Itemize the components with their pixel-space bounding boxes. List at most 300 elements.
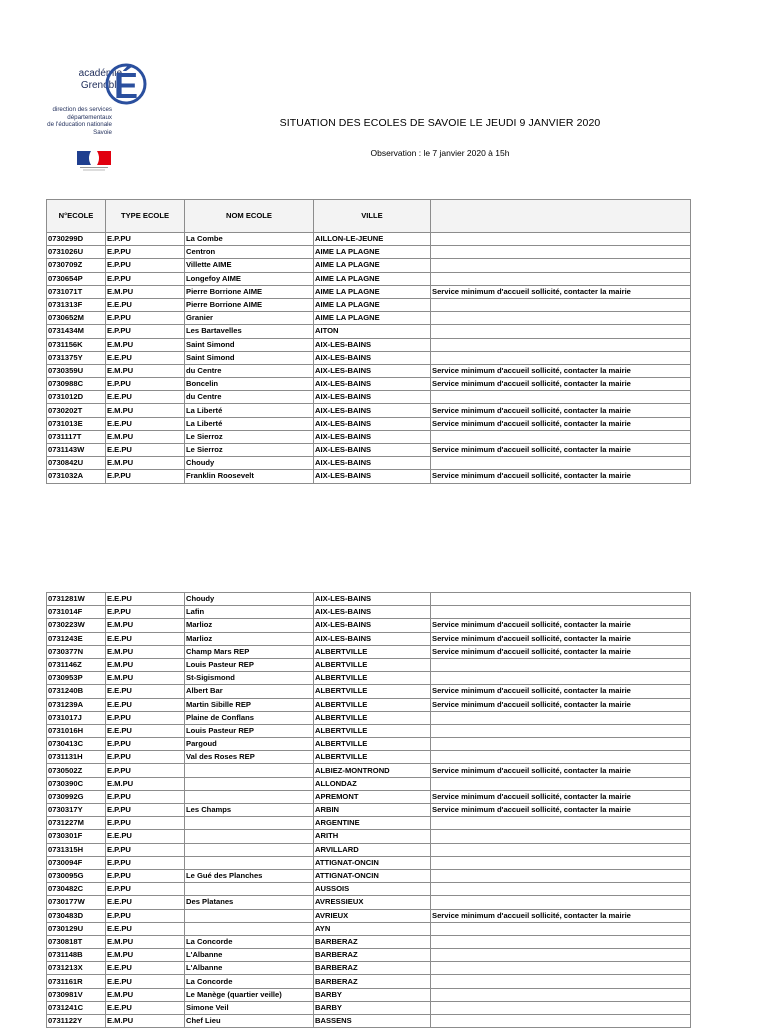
- cell-numero: 0730652M: [47, 312, 106, 325]
- cell-observation: [431, 658, 691, 671]
- schools-table-page-1: [46, 199, 691, 484]
- cell-numero: 0730842U: [47, 457, 106, 470]
- table-row: [47, 391, 691, 404]
- table-row: [47, 738, 691, 751]
- cell-observation: Service minimum d'accueil sollicité, contacter la mairie: [431, 698, 691, 711]
- cell-observation: Service minimum d'accueil sollicité, contacter la mairie: [431, 804, 691, 817]
- cell-numero: 0730992G: [47, 790, 106, 803]
- table-row: [47, 593, 691, 606]
- table-row: [47, 949, 691, 962]
- cell-numero: 0730299D: [47, 233, 106, 246]
- cell-type: E.P.PU: [106, 751, 185, 764]
- cell-ville: ALBERTVILLE: [314, 711, 431, 724]
- cell-numero: 0730709Z: [47, 259, 106, 272]
- cell-observation: [431, 949, 691, 962]
- cell-numero: 0730359U: [47, 364, 106, 377]
- table-row: [47, 430, 691, 443]
- cell-observation: [431, 962, 691, 975]
- cell-type: E.P.PU: [106, 470, 185, 483]
- cell-ville: ALBERTVILLE: [314, 751, 431, 764]
- cell-ville: BARBY: [314, 988, 431, 1001]
- table-row: [47, 764, 691, 777]
- cell-type: E.P.PU: [106, 817, 185, 830]
- cell-nom: Centron: [185, 246, 314, 259]
- table-row: [47, 817, 691, 830]
- cell-numero: 0730377N: [47, 645, 106, 658]
- cell-observation: Service minimum d'accueil sollicité, contacter la mairie: [431, 470, 691, 483]
- cell-numero: 0730129U: [47, 922, 106, 935]
- table-row: [47, 724, 691, 737]
- logo-sub-line-3: de l'éducation nationale: [47, 121, 112, 129]
- cell-type: E.E.PU: [106, 922, 185, 935]
- table-row: [47, 272, 691, 285]
- cell-observation: [431, 711, 691, 724]
- table-row: [47, 751, 691, 764]
- cell-numero: 0731227M: [47, 817, 106, 830]
- table-row: [47, 619, 691, 632]
- cell-ville: AIME LA PLAGNE: [314, 285, 431, 298]
- logo-sub-line-4: Savoie: [93, 128, 112, 136]
- cell-nom: Le Manège (quartier veille): [185, 988, 314, 1001]
- table-row: [47, 856, 691, 869]
- cell-nom: Marlioz: [185, 619, 314, 632]
- cell-observation: Service minimum d'accueil sollicité, contacter la mairie: [431, 417, 691, 430]
- cell-type: E.M.PU: [106, 988, 185, 1001]
- document-title: SITUATION DES ECOLES DE SAVOIE LE JEUDI 9 JANVIER 2020: [279, 117, 601, 129]
- cell-numero: 0730177W: [47, 896, 106, 909]
- cell-type: E.P.PU: [106, 738, 185, 751]
- table-row: [47, 843, 691, 856]
- table-row: [47, 869, 691, 882]
- cell-nom: Villette AIME: [185, 259, 314, 272]
- table-row: [47, 364, 691, 377]
- cell-type: E.P.PU: [106, 378, 185, 391]
- cell-observation: [431, 975, 691, 988]
- cell-nom: L'Albanne: [185, 962, 314, 975]
- cell-numero: 0731013E: [47, 417, 106, 430]
- cell-nom: Lafin: [185, 606, 314, 619]
- cell-observation: Service minimum d'accueil sollicité, contacter la mairie: [431, 909, 691, 922]
- cell-observation: [431, 272, 691, 285]
- logo-grenoble-text: Grenoble: [80, 80, 122, 91]
- schools-table-page-2: [46, 592, 691, 1028]
- logo-sub-line-2: départementaux: [67, 113, 112, 121]
- cell-type: E.P.PU: [106, 869, 185, 882]
- cell-nom: Saint Simond: [185, 351, 314, 364]
- cell-observation: [431, 672, 691, 685]
- cell-numero: 0730223W: [47, 619, 106, 632]
- cell-type: E.E.PU: [106, 298, 185, 311]
- cell-observation: [431, 777, 691, 790]
- cell-numero: 0731143W: [47, 444, 106, 457]
- table-row: [47, 1015, 691, 1028]
- cell-observation: Service minimum d'accueil sollicité, contacter la mairie: [431, 790, 691, 803]
- cell-nom: Choudy: [185, 593, 314, 606]
- cell-ville: ATTIGNAT-ONCIN: [314, 856, 431, 869]
- cell-type: E.P.PU: [106, 606, 185, 619]
- table-row: [47, 312, 691, 325]
- cell-numero: 0731148B: [47, 949, 106, 962]
- cell-ville: AILLON-LE-JEUNE: [314, 233, 431, 246]
- cell-numero: 0731161R: [47, 975, 106, 988]
- table-row: [47, 285, 691, 298]
- cell-numero: 0731017J: [47, 711, 106, 724]
- table-row: [47, 325, 691, 338]
- cell-numero: 0730953P: [47, 672, 106, 685]
- cell-numero: 0731012D: [47, 391, 106, 404]
- table-body-page-2: [47, 593, 691, 1028]
- cell-type: E.E.PU: [106, 724, 185, 737]
- cell-observation: [431, 843, 691, 856]
- cell-observation: [431, 233, 691, 246]
- cell-observation: [431, 896, 691, 909]
- cell-numero: 0730317Y: [47, 804, 106, 817]
- cell-type: E.E.PU: [106, 593, 185, 606]
- column-header-ville: VILLE: [314, 200, 431, 233]
- cell-nom: Champ Mars REP: [185, 645, 314, 658]
- cell-ville: AVRESSIEUX: [314, 896, 431, 909]
- table-row: [47, 777, 691, 790]
- cell-ville: ARITH: [314, 830, 431, 843]
- cell-observation: [431, 830, 691, 843]
- cell-ville: ALBERTVILLE: [314, 698, 431, 711]
- table-row: [47, 672, 691, 685]
- table-row: [47, 259, 691, 272]
- cell-observation: [431, 351, 691, 364]
- cell-observation: [431, 457, 691, 470]
- cell-ville: AIX-LES-BAINS: [314, 430, 431, 443]
- cell-nom: Simone Veil: [185, 1001, 314, 1014]
- cell-type: E.P.PU: [106, 856, 185, 869]
- table-row: [47, 632, 691, 645]
- cell-type: E.E.PU: [106, 351, 185, 364]
- cell-numero: 0730502Z: [47, 764, 106, 777]
- cell-type: E.P.PU: [106, 272, 185, 285]
- cell-ville: AIX-LES-BAINS: [314, 338, 431, 351]
- cell-nom: Pargoud: [185, 738, 314, 751]
- cell-nom: St-Sigismond: [185, 672, 314, 685]
- cell-observation: [431, 259, 691, 272]
- cell-ville: APREMONT: [314, 790, 431, 803]
- column-header-observation: [431, 200, 691, 233]
- column-header-nom: NOM ECOLE: [185, 200, 314, 233]
- cell-observation: [431, 606, 691, 619]
- cell-numero: 0731375Y: [47, 351, 106, 364]
- flag-caption-icon: [74, 166, 114, 172]
- cell-nom: L'Albanne: [185, 949, 314, 962]
- cell-nom: La Liberté: [185, 404, 314, 417]
- cell-type: E.P.PU: [106, 804, 185, 817]
- cell-numero: 0731016H: [47, 724, 106, 737]
- cell-observation: [431, 738, 691, 751]
- cell-ville: ALBERTVILLE: [314, 738, 431, 751]
- cell-numero: 0731313F: [47, 298, 106, 311]
- cell-ville: AIX-LES-BAINS: [314, 378, 431, 391]
- table-row: [47, 404, 691, 417]
- cell-observation: Service minimum d'accueil sollicité, contacter la mairie: [431, 285, 691, 298]
- cell-observation: [431, 430, 691, 443]
- cell-nom: [185, 830, 314, 843]
- cell-type: E.M.PU: [106, 430, 185, 443]
- cell-type: E.E.PU: [106, 632, 185, 645]
- cell-nom: [185, 777, 314, 790]
- table-row: [47, 338, 691, 351]
- cell-ville: ALBERTVILLE: [314, 645, 431, 658]
- observation-note: Observation : le 7 janvier 2020 à 15h: [370, 148, 510, 158]
- table-row: [47, 790, 691, 803]
- cell-ville: BARBERAZ: [314, 935, 431, 948]
- cell-numero: 0730094F: [47, 856, 106, 869]
- logo-academie-text: académie: [78, 68, 122, 79]
- cell-numero: 0731071T: [47, 285, 106, 298]
- cell-nom: [185, 817, 314, 830]
- cell-observation: Service minimum d'accueil sollicité, contacter la mairie: [431, 764, 691, 777]
- cell-nom: Pierre Borrione AIME: [185, 298, 314, 311]
- table-row: [47, 935, 691, 948]
- cell-numero: 0731122Y: [47, 1015, 106, 1028]
- cell-ville: AUSSOIS: [314, 883, 431, 896]
- cell-nom: Marlioz: [185, 632, 314, 645]
- cell-nom: Franklin Roosevelt: [185, 470, 314, 483]
- cell-numero: 0730818T: [47, 935, 106, 948]
- table-row: [47, 417, 691, 430]
- cell-type: E.E.PU: [106, 417, 185, 430]
- cell-ville: BARBY: [314, 1001, 431, 1014]
- cell-nom: [185, 790, 314, 803]
- cell-nom: Chef Lieu: [185, 1015, 314, 1028]
- cell-numero: 0731117T: [47, 430, 106, 443]
- cell-ville: ARVILLARD: [314, 843, 431, 856]
- table-row: [47, 444, 691, 457]
- cell-type: E.P.PU: [106, 325, 185, 338]
- cell-ville: AIX-LES-BAINS: [314, 619, 431, 632]
- cell-ville: AIME LA PLAGNE: [314, 312, 431, 325]
- cell-type: E.P.PU: [106, 259, 185, 272]
- cell-nom: du Centre: [185, 364, 314, 377]
- cell-type: E.E.PU: [106, 391, 185, 404]
- cell-type: E.E.PU: [106, 1001, 185, 1014]
- cell-observation: [431, 312, 691, 325]
- table-body-page-1: [47, 233, 691, 484]
- cell-ville: AIX-LES-BAINS: [314, 457, 431, 470]
- cell-ville: BARBERAZ: [314, 949, 431, 962]
- cell-observation: Service minimum d'accueil sollicité, contacter la mairie: [431, 364, 691, 377]
- cell-numero: 0731281W: [47, 593, 106, 606]
- cell-observation: [431, 1015, 691, 1028]
- cell-nom: [185, 883, 314, 896]
- cell-observation: Service minimum d'accueil sollicité, contacter la mairie: [431, 404, 691, 417]
- table-row: [47, 830, 691, 843]
- cell-numero: 0731240B: [47, 685, 106, 698]
- cell-numero: 0730654P: [47, 272, 106, 285]
- cell-nom: Louis Pasteur REP: [185, 724, 314, 737]
- cell-type: E.E.PU: [106, 962, 185, 975]
- cell-type: E.E.PU: [106, 444, 185, 457]
- cell-ville: AITON: [314, 325, 431, 338]
- table-row: [47, 351, 691, 364]
- cell-numero: 0731213X: [47, 962, 106, 975]
- cell-ville: ALBERTVILLE: [314, 685, 431, 698]
- cell-numero: 0730981V: [47, 988, 106, 1001]
- table-row: [47, 896, 691, 909]
- cell-nom: Boncelin: [185, 378, 314, 391]
- cell-nom: Martin Sibille REP: [185, 698, 314, 711]
- cell-numero: 0731014F: [47, 606, 106, 619]
- table-row: [47, 698, 691, 711]
- cell-observation: [431, 988, 691, 1001]
- cell-type: E.E.PU: [106, 896, 185, 909]
- cell-observation: [431, 751, 691, 764]
- cell-ville: BARBERAZ: [314, 962, 431, 975]
- table-row: [47, 606, 691, 619]
- cell-nom: Des Platanes: [185, 896, 314, 909]
- cell-nom: Le Gué des Planches: [185, 869, 314, 882]
- cell-nom: Albert Bar: [185, 685, 314, 698]
- table-row: [47, 1001, 691, 1014]
- cell-type: E.E.PU: [106, 830, 185, 843]
- cell-nom: Louis Pasteur REP: [185, 658, 314, 671]
- cell-type: E.M.PU: [106, 457, 185, 470]
- cell-numero: 0731146Z: [47, 658, 106, 671]
- cell-observation: [431, 883, 691, 896]
- cell-numero: 0731239A: [47, 698, 106, 711]
- cell-ville: AIX-LES-BAINS: [314, 404, 431, 417]
- table-row: [47, 246, 691, 259]
- cell-type: E.P.PU: [106, 233, 185, 246]
- cell-observation: [431, 338, 691, 351]
- cell-ville: AIME LA PLAGNE: [314, 272, 431, 285]
- cell-numero: 0730482C: [47, 883, 106, 896]
- cell-nom: Saint Simond: [185, 338, 314, 351]
- table-row: [47, 962, 691, 975]
- table-row: [47, 378, 691, 391]
- cell-ville: ARGENTINE: [314, 817, 431, 830]
- cell-observation: [431, 856, 691, 869]
- cell-numero: 0730988C: [47, 378, 106, 391]
- cell-nom: du Centre: [185, 391, 314, 404]
- cell-observation: Service minimum d'accueil sollicité, contacter la mairie: [431, 632, 691, 645]
- cell-type: E.M.PU: [106, 338, 185, 351]
- cell-observation: [431, 391, 691, 404]
- cell-ville: ALBIEZ-MONTROND: [314, 764, 431, 777]
- cell-observation: Service minimum d'accueil sollicité, contacter la mairie: [431, 378, 691, 391]
- cell-nom: Les Bartavelles: [185, 325, 314, 338]
- cell-ville: AIX-LES-BAINS: [314, 391, 431, 404]
- cell-ville: BARBERAZ: [314, 975, 431, 988]
- logo-subtitle: [42, 106, 112, 136]
- cell-ville: AYN: [314, 922, 431, 935]
- republique-francaise-flag-icon: [77, 151, 111, 165]
- table-row: [47, 975, 691, 988]
- cell-numero: 0730095G: [47, 869, 106, 882]
- cell-ville: AIX-LES-BAINS: [314, 606, 431, 619]
- cell-numero: 0731315H: [47, 843, 106, 856]
- table-row: [47, 685, 691, 698]
- cell-type: E.M.PU: [106, 404, 185, 417]
- cell-numero: 0731131H: [47, 751, 106, 764]
- cell-ville: AIX-LES-BAINS: [314, 632, 431, 645]
- cell-type: E.P.PU: [106, 312, 185, 325]
- cell-type: E.P.PU: [106, 843, 185, 856]
- academie-e-icon: [104, 50, 148, 112]
- cell-nom: [185, 856, 314, 869]
- cell-type: E.M.PU: [106, 1015, 185, 1028]
- cell-observation: [431, 298, 691, 311]
- academie-logo: [42, 48, 150, 178]
- cell-numero: 0730390C: [47, 777, 106, 790]
- cell-ville: AIME LA PLAGNE: [314, 246, 431, 259]
- logo-letter: É: [113, 65, 139, 106]
- cell-nom: Le Sierroz: [185, 444, 314, 457]
- cell-observation: [431, 922, 691, 935]
- cell-ville: AIX-LES-BAINS: [314, 351, 431, 364]
- cell-nom: Pierre Borrione AIME: [185, 285, 314, 298]
- cell-nom: La Liberté: [185, 417, 314, 430]
- cell-numero: 0730413C: [47, 738, 106, 751]
- cell-type: E.M.PU: [106, 658, 185, 671]
- cell-nom: Plaine de Conflans: [185, 711, 314, 724]
- cell-nom: La Concorde: [185, 935, 314, 948]
- table-header-row: [47, 200, 691, 233]
- cell-observation: [431, 325, 691, 338]
- cell-type: E.P.PU: [106, 883, 185, 896]
- cell-ville: AIME LA PLAGNE: [314, 259, 431, 272]
- cell-type: E.P.PU: [106, 909, 185, 922]
- cell-ville: ALBERTVILLE: [314, 658, 431, 671]
- cell-type: E.E.PU: [106, 975, 185, 988]
- cell-ville: ARBIN: [314, 804, 431, 817]
- table-row: [47, 922, 691, 935]
- cell-nom: [185, 922, 314, 935]
- cell-ville: AIX-LES-BAINS: [314, 470, 431, 483]
- cell-type: E.M.PU: [106, 645, 185, 658]
- cell-type: E.P.PU: [106, 246, 185, 259]
- cell-observation: [431, 869, 691, 882]
- cell-type: E.E.PU: [106, 685, 185, 698]
- table-row: [47, 909, 691, 922]
- table-row: [47, 298, 691, 311]
- cell-type: E.P.PU: [106, 790, 185, 803]
- cell-nom: [185, 764, 314, 777]
- cell-ville: AIX-LES-BAINS: [314, 444, 431, 457]
- cell-observation: [431, 817, 691, 830]
- logo-sub-line-1: direction des services: [52, 106, 112, 113]
- cell-ville: AIX-LES-BAINS: [314, 593, 431, 606]
- cell-nom: La Concorde: [185, 975, 314, 988]
- table-row: [47, 645, 691, 658]
- cell-nom: Choudy: [185, 457, 314, 470]
- table-row: [47, 658, 691, 671]
- cell-numero: 0730202T: [47, 404, 106, 417]
- table-row: [47, 804, 691, 817]
- cell-nom: [185, 843, 314, 856]
- cell-type: E.M.PU: [106, 935, 185, 948]
- column-header-numero: N°ECOLE: [47, 200, 106, 233]
- cell-ville: ALBERTVILLE: [314, 724, 431, 737]
- cell-nom: La Combe: [185, 233, 314, 246]
- table-row: [47, 883, 691, 896]
- cell-observation: Service minimum d'accueil sollicité, contacter la mairie: [431, 444, 691, 457]
- cell-nom: Granier: [185, 312, 314, 325]
- cell-nom: Val des Roses REP: [185, 751, 314, 764]
- table-row: [47, 988, 691, 1001]
- cell-ville: ALLONDAZ: [314, 777, 431, 790]
- cell-numero: 0731434M: [47, 325, 106, 338]
- cell-type: E.P.PU: [106, 764, 185, 777]
- cell-observation: [431, 935, 691, 948]
- cell-ville: AIX-LES-BAINS: [314, 364, 431, 377]
- table-row: [47, 711, 691, 724]
